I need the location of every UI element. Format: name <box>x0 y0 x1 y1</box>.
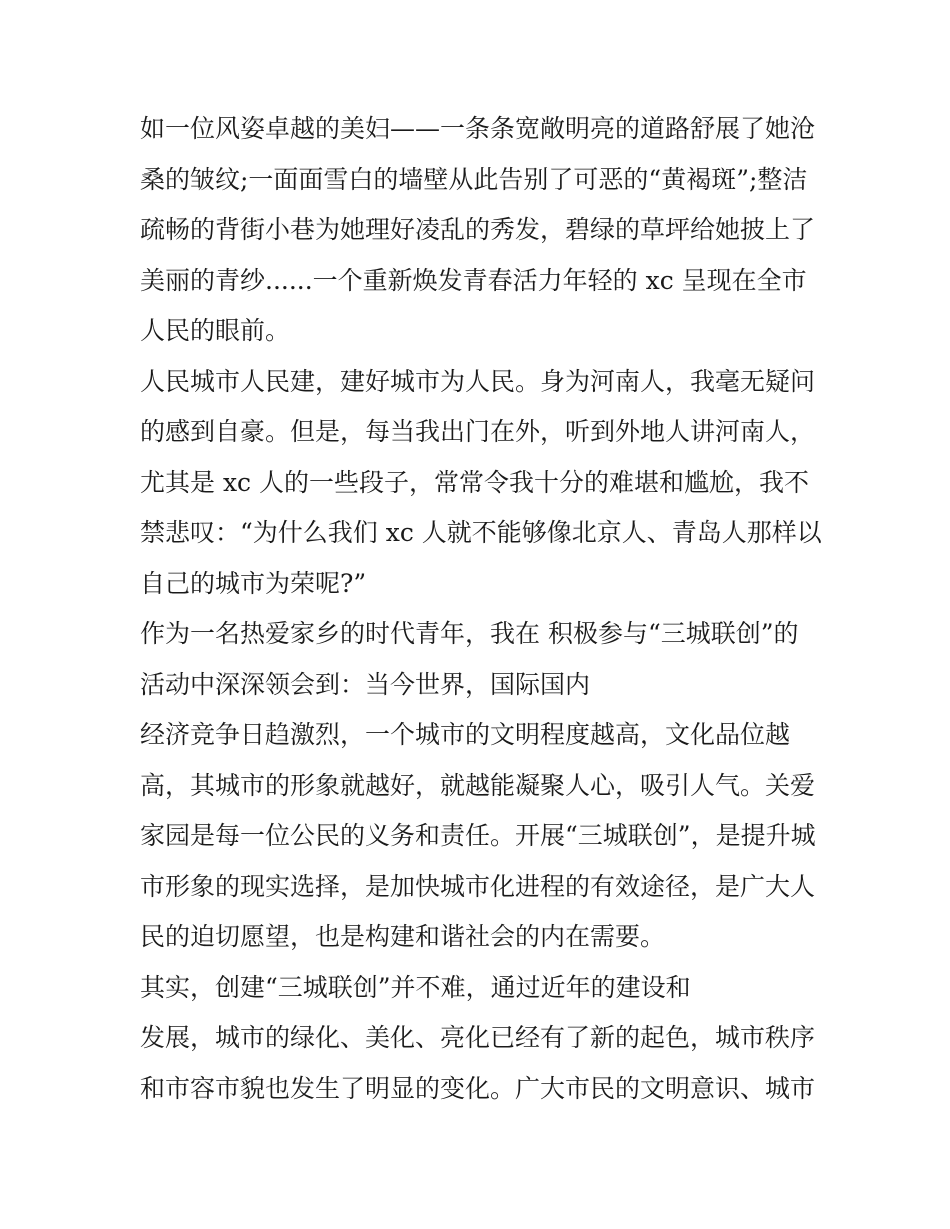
text-line: 活动中深深领会到：当今世界，国际国内 <box>140 670 591 699</box>
text-line: 如一位风姿卓越的美妇——一条条宽敞明亮的道路舒展了她沧 <box>140 114 816 143</box>
text-line: 人民城市人民建，建好城市为人民。身为河南人，我毫无疑问 <box>140 367 816 396</box>
text-line: 尤其是 xc 人的一些段子，常常令我十分的难堪和尴尬，我不 <box>140 468 809 497</box>
text-line: 民的迫切愿望，也是构建和谐社会的内在需要。 <box>140 922 666 951</box>
text-line: 作为一名热爱家乡的时代青年，我在 积极参与“三城联创”的 <box>140 619 799 648</box>
text-line: 的感到自豪。但是，每当我出门在外，听到外地人讲河南人， <box>140 417 816 446</box>
text-line: 市形象的现实选择，是加快城市化进程的有效途径，是广大人 <box>140 872 816 901</box>
text-line: 发展，城市的绿化、美化、亮化已经有了新的起色，城市秩序 <box>140 1023 816 1052</box>
text-line: 人民的眼前。 <box>140 316 291 345</box>
text-line: 其实，创建“三城联创”并不难，通过近年的建设和 <box>140 973 691 1002</box>
text-line: 美丽的青纱......一个重新焕发青春活力年轻的 xc 呈现在全市 <box>140 266 807 295</box>
text-line: 疏畅的背街小巷为她理好凌乱的秀发，碧绿的草坪给她披上了 <box>140 215 816 244</box>
text-line: 禁悲叹：“为什么我们 xc 人就不能够像北京人、青岛人那样以 <box>140 518 822 547</box>
text-line: 自己的城市为荣呢?” <box>140 569 367 598</box>
text-line: 桑的皱纹;一面面雪白的墙壁从此告别了可恶的“黄褐斑”;整洁 <box>140 165 808 194</box>
text-line: 经济竞争日趋激烈，一个城市的文明程度越高，文化品位越 <box>140 720 791 749</box>
text-line: 和市容市貌也发生了明显的变化。广大市民的文明意识、城市 <box>140 1074 816 1103</box>
text-line: 高，其城市的形象就越好，就越能凝聚人心，吸引人气。关爱 <box>140 771 816 800</box>
text-line: 家园是每一位公民的义务和责任。开展“三城联创”，是提升城 <box>140 821 816 850</box>
